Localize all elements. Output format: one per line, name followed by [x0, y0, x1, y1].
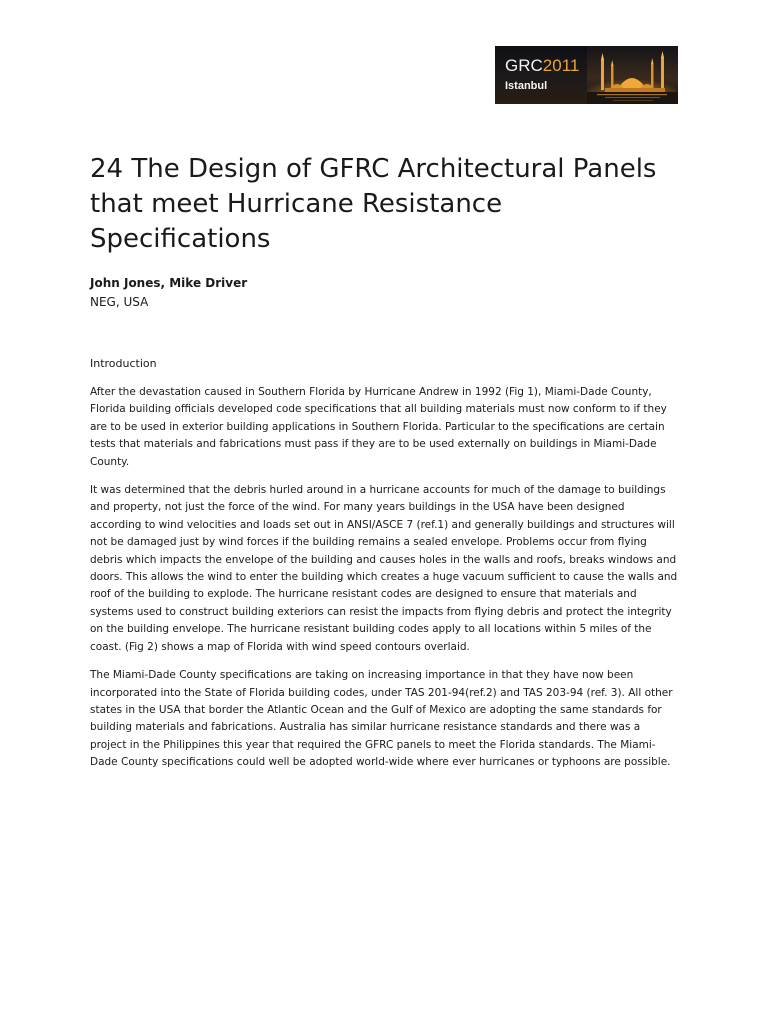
body-paragraph: It was determined that the debris hurled around in a hurricane accounts for much of the damage to buildings and property, not just the force of the wind. For many years buildings in the USA have been designed according to wind velocities and loads set out in ANSI/ASCE 7 (ref.1) and generally buildings and structures will not be damaged just by wind forces if the building remains a sealed envelope. Problems occur from flying debris which impacts the envelope of the building and causes holes in the walls and roofs, breaks windows and doors. This allows the wind to enter the building which creates a huge vacuum sufficient to cause the walls and roof of the building to explode. The hurricane resistant codes are designed to ensure that materials and systems used to construct building exteriors can resist the impacts from flying debris and protect the integrity on the building envelope. The hurricane resistant building codes apply to all locations within 5 miles of the coast. (Fig 2) shows a map of Florida with wind speed contours overlaid.	[90, 484, 678, 653]
logo-grc-text: GRC	[505, 56, 543, 75]
logo-text	[505, 56, 595, 93]
paper-authors: John Jones, Mike Driver	[90, 276, 248, 290]
section-heading-introduction: Introduction	[90, 357, 157, 370]
body-paragraph: After the devastation caused in Southern Florida by Hurricane Andrew in 1992 (Fig 1), Miami-Dade County, Florida building officials developed code specifications that all building materials must now conform to if they are to be used in exterior building applications in Southern Florida. Particular to the specifications are certain tests that materials and fabrications must pass if they are to be used externally on buildings in Miami-Dade County.	[90, 386, 667, 468]
body-paragraph: The Miami-Dade County specifications are taking on increasing importance in that they have now been incorporated into the State of Florida building codes, under TAS 201-94(ref.2) and TAS 203-94 (ref. 3). All other states in the USA that border the Atlantic Ocean and the Gulf of Mexico are adopting the same standards for building materials and fabrications. Australia has similar hurricane resistance standards and there was a project in the Philippines this year that required the GFRC panels to meet the Florida standards. The Miami-Dade County specifications could well be adopted world-wide where ever hurricanes or typhoons are possible.	[90, 669, 673, 769]
logo-title	[505, 56, 595, 76]
mosque-skyline-icon	[587, 46, 678, 104]
logo-year-text: 2011	[542, 56, 580, 75]
paper-body	[90, 384, 678, 783]
logo-city-text: Istanbul	[505, 80, 548, 92]
paper-title: 24 The Design of GFRC Architectural Panels that meet Hurricane Resistance Specifications	[90, 154, 657, 254]
conference-logo	[495, 46, 678, 104]
paper-affiliation: NEG, USA	[90, 295, 149, 309]
